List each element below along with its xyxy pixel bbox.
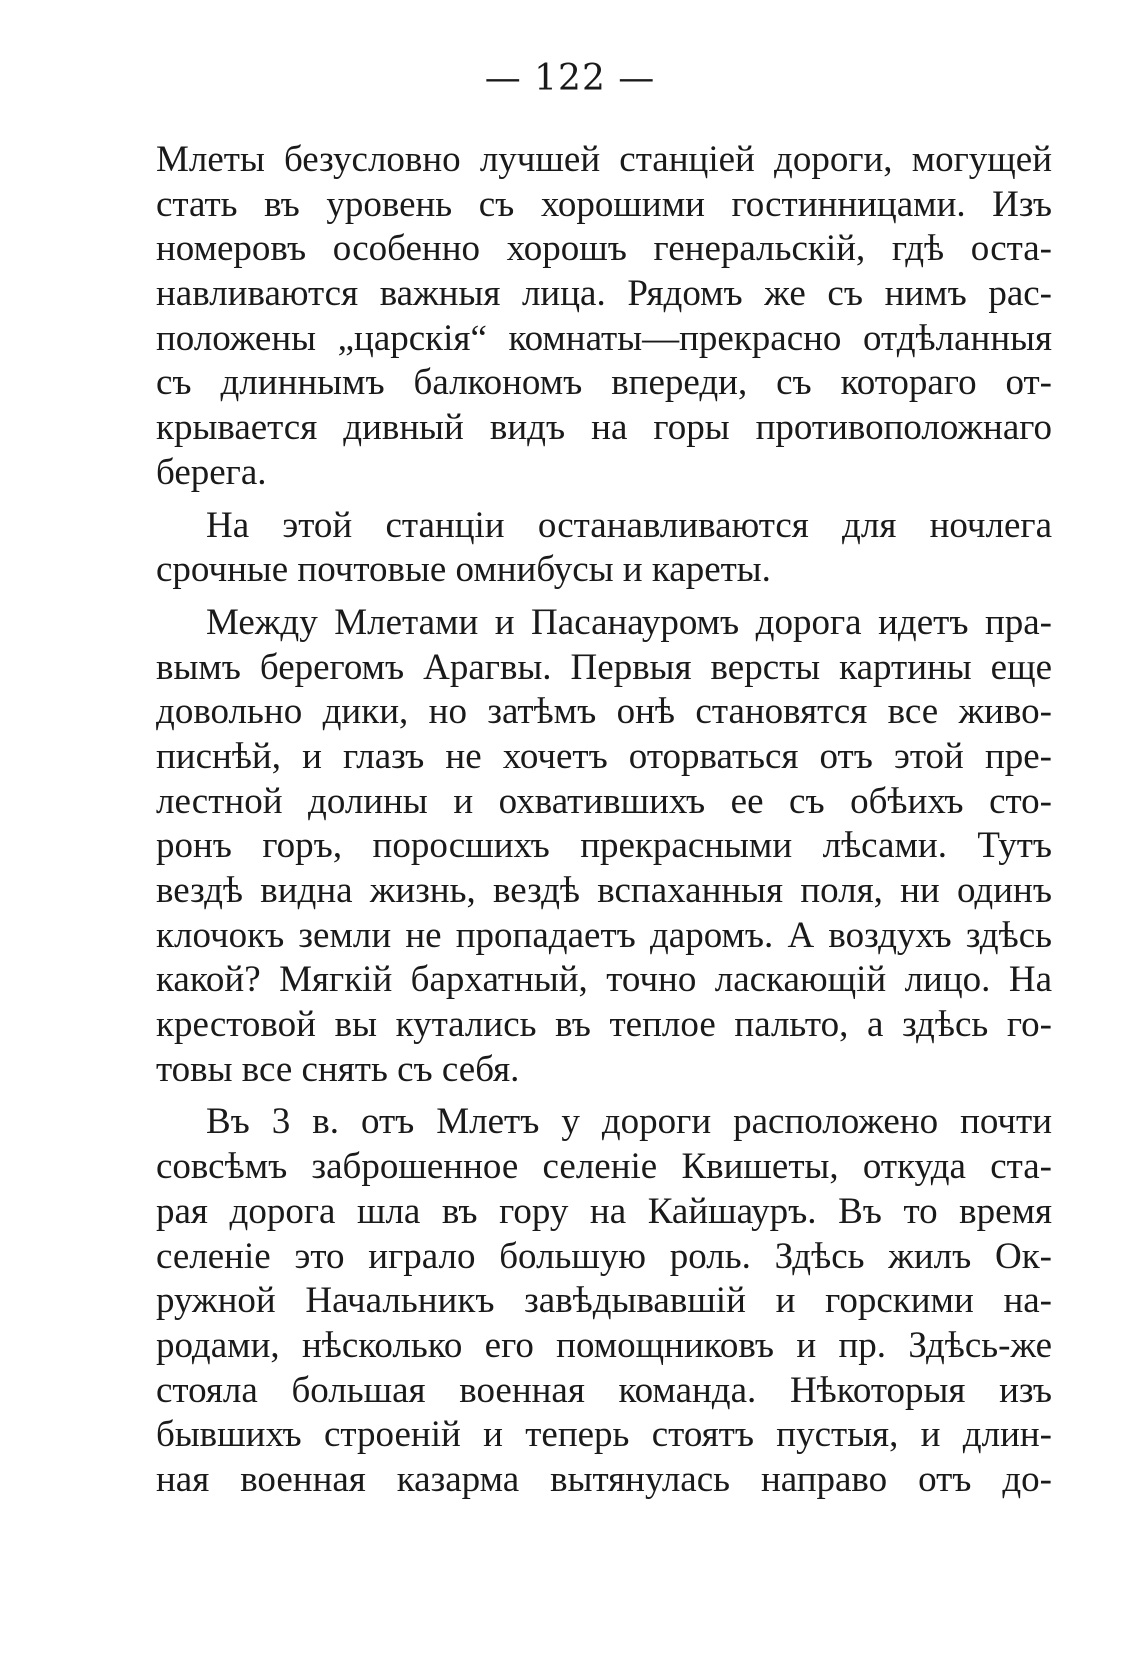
text-line: бывшихъ строеній и теперь стоятъ пустыя, и длин- — [156, 1414, 1052, 1456]
text-line: крестовой вы кутались въ теплое пальто, а здѣсь го- — [156, 1004, 1052, 1046]
text-line: писнѣй, и глазъ не хочетъ оторваться отъ этой пре- — [156, 735, 1052, 777]
paragraph-4 — [156, 1100, 1052, 1502]
text-line: берега. — [156, 451, 267, 493]
text-line: рая дорога шла въ гору на Кайшауръ. Въ то время — [156, 1190, 1052, 1232]
paragraph-3 — [156, 601, 1052, 1093]
text-line: навливаются важныя лица. Рядомъ же съ нимъ рас- — [156, 273, 1052, 315]
paragraph-1 — [156, 138, 1052, 496]
text-line: Млеты безусловно лучшей станціей дороги, могущей — [156, 139, 1052, 180]
text-line: стать въ уровень съ хорошими гостинницами. Изъ — [156, 183, 1052, 225]
text-line: крывается дивный видъ на горы противоположнаго — [156, 407, 1052, 449]
text-line: Въ 3 в. отъ Млетъ у дороги расположено почти — [206, 1101, 1052, 1143]
paragraph-2 — [156, 504, 1052, 593]
body-text — [156, 138, 1052, 1503]
text-line: съ длиннымъ балкономъ впереди, съ котораго от- — [156, 362, 1052, 404]
text-line: вездѣ видна жизнь, вездѣ вспаханныя поля, ни одинъ — [156, 870, 1052, 911]
text-line: ронъ горъ, поросшихъ прекрасными лѣсами. Тутъ — [156, 825, 1052, 867]
text-line: селеніе это играло большую роль. Здѣсь жилъ Ок- — [156, 1235, 1052, 1277]
text-line: стояла большая военная команда. Нѣкоторыя изъ — [156, 1369, 1052, 1411]
text-line: На этой станціи останавливаются для ночлега — [206, 504, 1052, 546]
text-line: лестной долины и охватившихъ ее съ обѣихъ сто- — [156, 780, 1052, 822]
text-line: товы все снять съ себя. — [156, 1048, 520, 1090]
text-line: родами, нѣсколько его помощниковъ и пр. Здѣсь-же — [156, 1324, 1052, 1366]
text-line: номеровъ особенно хорошъ генеральскій, гдѣ оста- — [156, 228, 1052, 270]
text-line: какой? Мягкій бархатный, точно ласкающій лицо. На — [156, 959, 1052, 1001]
text-line: срочные почтовые омнибусы и кареты. — [156, 549, 771, 591]
text-line: ная военная казарма вытянулась направо отъ до- — [156, 1458, 1052, 1500]
text-line: положены „царскія“ комнаты—прекрасно отдѣланныя — [156, 317, 1052, 359]
text-line: совсѣмъ заброшенное селеніе Квишеты, откуда ста- — [156, 1146, 1052, 1188]
text-line: ружной Начальникъ завѣдывавшій и горскими на- — [156, 1280, 1052, 1322]
text-line: довольно дики, но затѣмъ онѣ становятся все живо- — [156, 691, 1052, 733]
page-number: — 122 — — [484, 58, 656, 99]
text-line: вымъ берегомъ Арагвы. Первыя версты картины еще — [156, 646, 1052, 688]
text-line: клочокъ земли не пропадаетъ даромъ. А воздухъ здѣсь — [156, 914, 1052, 956]
text-line: Между Млетами и Пасанауромъ дорога идетъ пра- — [206, 601, 1052, 643]
